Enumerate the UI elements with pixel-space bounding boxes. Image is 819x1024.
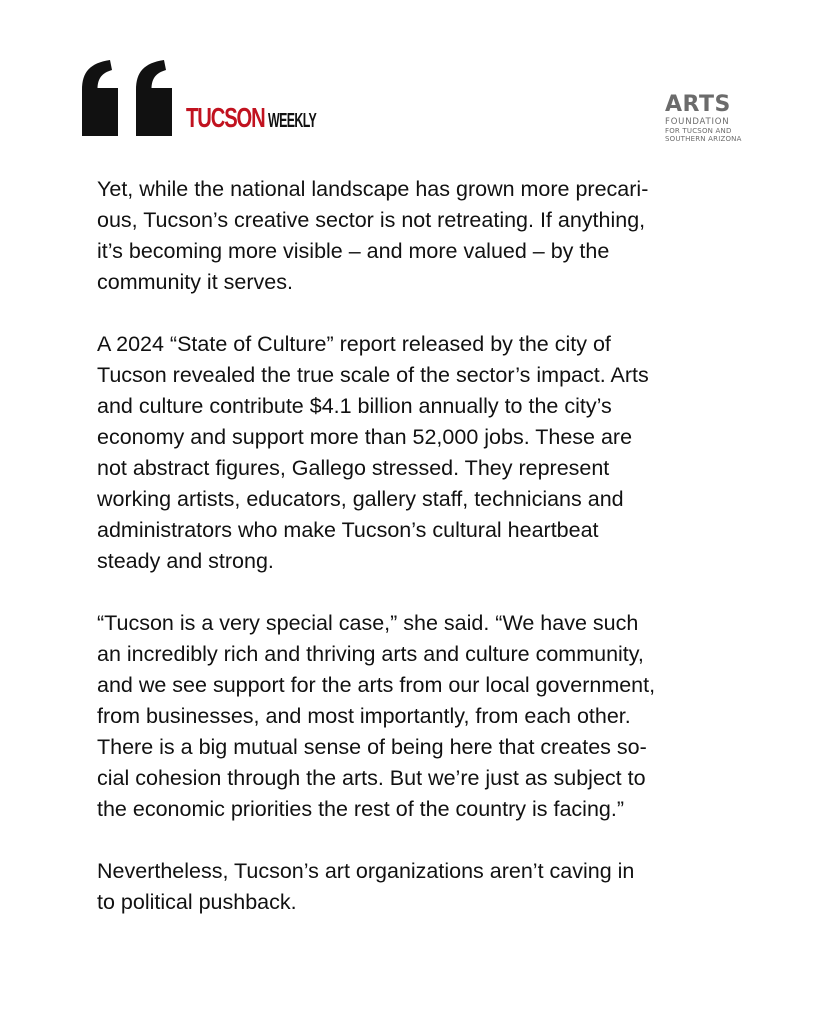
text-line: A 2024 “State of Culture” report released by the city of: [97, 332, 611, 356]
tucson-weekly-logo-part2: WEEKLY: [268, 110, 317, 132]
text-line: Nevertheless, Tucson’s art organizations aren’t caving in: [97, 859, 635, 883]
text-line: to political pushback.: [97, 890, 297, 914]
paragraph-4: [97, 856, 737, 918]
text-line: steady and strong.: [97, 549, 274, 573]
arts-foundation-line1: FOUNDATION: [665, 117, 730, 127]
arts-foundation-title: ARTS: [665, 92, 731, 117]
header: [0, 0, 819, 160]
text-line: cial cohesion through the arts. But we’re just as subject to: [97, 766, 646, 790]
text-line: working artists, educators, gallery staff, technicians and: [97, 487, 624, 511]
double-quote-icon: [80, 58, 176, 138]
text-line: There is a big mutual sense of being here that creates so-: [97, 735, 647, 759]
text-line: and we see support for the arts from our local government,: [97, 673, 656, 697]
arts-foundation-line3: SOUTHERN ARIZONA: [665, 135, 742, 143]
paragraph-1: [97, 174, 737, 298]
text-line: and culture contribute $4.1 billion annually to the city’s: [97, 394, 612, 418]
text-line: “Tucson is a very special case,” she said. “We have such: [97, 611, 639, 635]
paragraph-2: [97, 329, 737, 577]
article-body: [97, 174, 737, 949]
text-line: community it serves.: [97, 270, 293, 294]
text-line: the economic priorities the rest of the country is facing.”: [97, 797, 624, 821]
text-line: ous, Tucson’s creative sector is not retreating. If anything,: [97, 208, 646, 232]
text-line: an incredibly rich and thriving arts and culture community,: [97, 642, 644, 666]
tucson-weekly-logo: [186, 104, 346, 132]
paragraph-3: [97, 608, 737, 825]
text-line: Yet, while the national landscape has grown more precari-: [97, 177, 649, 201]
text-line: it’s becoming more visible – and more valued – by the: [97, 239, 610, 263]
arts-foundation-logo: [665, 94, 745, 143]
text-line: Tucson revealed the true scale of the sector’s impact. Arts: [97, 363, 649, 387]
text-line: from businesses, and most importantly, from each other.: [97, 704, 631, 728]
text-line: economy and support more than 52,000 jobs. These are: [97, 425, 633, 449]
text-line: not abstract figures, Gallego stressed. They represent: [97, 456, 610, 480]
tucson-weekly-logo-part1: TUCSON: [186, 102, 265, 133]
arts-foundation-line2: FOR TUCSON AND: [665, 127, 732, 135]
text-line: administrators who make Tucson’s cultural heartbeat: [97, 518, 599, 542]
